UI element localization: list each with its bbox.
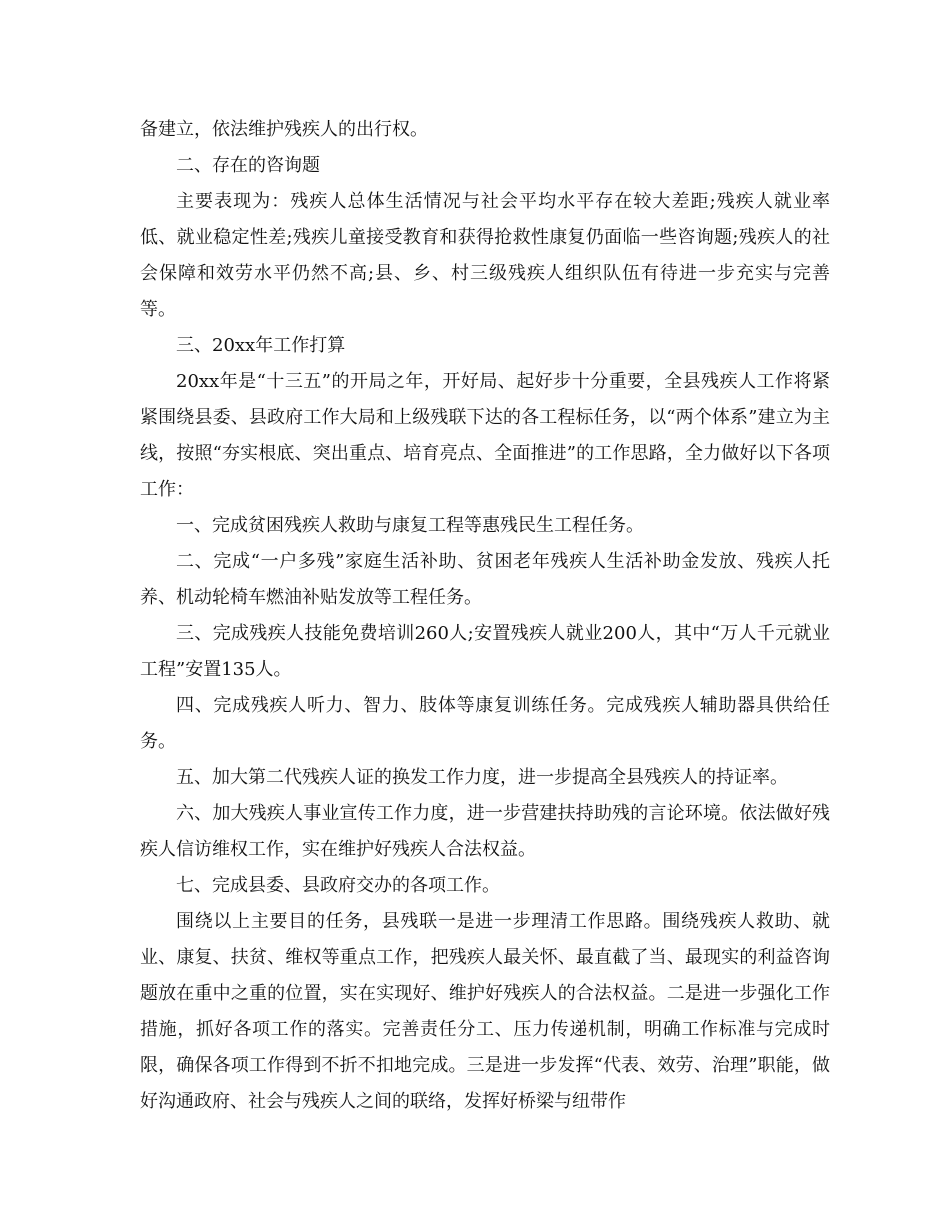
document-body — [140, 112, 830, 1120]
paragraph-plan-intro: 20xx年是“十三五”的开局之年，开好局、起好步十分重要，全县残疾人工作将紧紧围绕县委、县政府工作大局和上级残联下达的各工程标任务，以“两个体系”建立为主线，按照“夯实根底、突出重点、培育亮点、全面推进”的工作思路，全力做好以下各项工作： — [140, 371, 830, 500]
section-heading-problems: 二、存在的咨询题 — [176, 155, 320, 176]
list-item-7: 七、完成县委、县政府交办的各项工作。 — [176, 875, 500, 896]
list-item-5: 五、加大第二代残疾人证的换发工作力度，进一步提高全县残疾人的持证率。 — [176, 767, 788, 788]
list-item-6: 六、加大残疾人事业宣传工作力度，进一步营建扶持助残的言论环境。依法做好残疾人信访维权工作，实在维护好残疾人合法权益。 — [140, 803, 830, 860]
section-heading-plan: 三、20xx年工作打算 — [176, 335, 346, 356]
list-item-3: 三、完成残疾人技能免费培训260人;安置残疾人就业200人，其中“万人千元就业工程”安置135人。 — [140, 623, 830, 680]
paragraph-measures: 围绕以上主要目的任务，县残联一是进一步理清工作思路。围绕残疾人救助、就业、康复、扶贫、维权等重点工作，把残疾人最关怀、最直截了当、最现实的利益咨询题放在重中之重的位置，实在实现好、维护好残疾人的合法权益。二是进一步强化工作措施，抓好各项工作的落实。完善责任分工、压力传递机制，明确工作标准与完成时限，确保各项工作得到不折不扣地完成。三是进一步发挥“代表、效劳、治理”职能，做好沟通政府、社会与残疾人之间的联络，发挥好桥梁与纽带作 — [140, 911, 830, 1112]
paragraph-problems: 主要表现为：残疾人总体生活情况与社会平均水平存在较大差距;残疾人就业率低、就业稳定性差;残疾儿童接受教育和获得抢救性康复仍面临一些咨询题;残疾人的社会保障和效劳水平仍然不高;县、乡、村三级残疾人组织队伍有待进一步充实与完善等。 — [140, 191, 830, 320]
list-item-1: 一、完成贫困残疾人救助与康复工程等惠残民生工程任务。 — [176, 515, 644, 536]
list-item-2: 二、完成“一户多残”家庭生活补助、贫困老年残疾人生活补助金发放、残疾人托养、机动轮椅车燃油补贴发放等工程任务。 — [140, 551, 830, 608]
list-item-4: 四、完成残疾人听力、智力、肢体等康复训练任务。完成残疾人辅助器具供给任务。 — [140, 695, 830, 752]
paragraph-continuation: 备建立，依法维护残疾人的出行权。 — [140, 119, 428, 140]
